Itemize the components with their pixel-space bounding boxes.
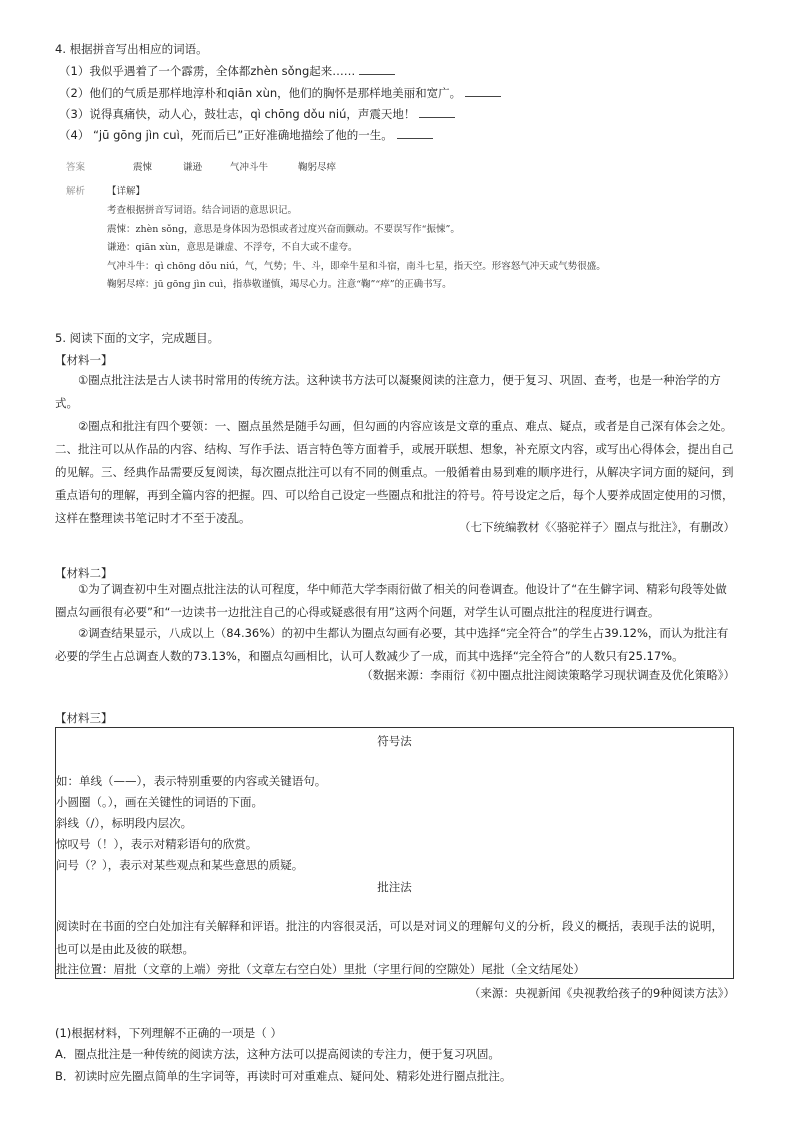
material-1-para-2: ②圈点和批注有四个要领：一、圈点虽然是随手勾画，但勾画的内容应该是文章的重点、难点、疑点，或者是自己深有体会之处。二、批注可以从作品的内容、结构、写作手法、语言特色等方面着手，或展开联想、想象，补充原文内容，或写出心得体会，提出自己的见解。三、经典作品需要反复阅读，每次圈点批注可以有不同的侧重点。一般循着由易到难的顺序进行，从解决字词方面的疑问，到重点语句的理解，再到全篇内容的把握。四、可以给自己设定一些圈点和批注的符号。符号设定之后，每个人要养成固定使用的习惯，这样在整理读书笔记时才不至于凌乱。 [55,419,734,525]
option-a: A．圈点批注是一种传统的阅读方法，这种方法可以提高阅读的专注力，便于复习巩固。 [55,1047,500,1061]
symbol-item: 斜线（/），标明段内层次。 [56,816,193,830]
q4-item-4: （4） “jū gōng jìn cuì，死而后已”正好准确地描绘了他的一生。 [59,127,433,143]
q4-item-1: （1）我似乎遇着了一个霹雳，全体都zhèn sǒng起来…… [59,63,395,79]
annotation-method-heading: 批注法 [377,880,412,894]
analysis-line: 谦逊：qiān xùn，意思是谦虚、不浮夸，不自大或不虚夸。 [107,242,358,253]
annotation-positions: 批注位置：眉批（文章的上端）旁批（文章左右空白处）里批（字里行间的空隙处）尾批（全文结尾处） [56,962,585,976]
answer-label: 答案 [66,162,86,173]
q4-title: 4. 根据拼音写出相应的词语。 [55,42,208,56]
material-3-source: （来源：央视新闻《央视教给孩子的9种阅读方法》） [468,986,735,1000]
analysis-line: 震悚：zhèn sǒng，意思是身体因为恐惧或者过度兴奋而颤动。不要误写作“振悚”。 [107,224,460,235]
symbol-item: 小圆圈（。），画在关键性的词语的下面。 [56,795,263,809]
analysis-line: 【详解】 [107,186,146,197]
annotation-description: 阅读时在书面的空白处加注有关解释和评语。批注的内容很灵活，可以是对词义的理解句义的分析，段义的概括，表现手法的说明，也可以是由此及彼的联想。 [56,919,723,956]
symbol-item: 问号（？），表示对某些观点和某些意思的质疑。 [56,858,304,872]
material-2-para-1: ①为了调查初中生对圈点批注法的认可程度，华中师范大学李雨衍做了相关的问卷调查。他设计了“在生僻字词、精彩句段等处做圈点勾画很有必要”和“一边读书一边批注自己的心得或疑惑很有用”这两个问题，对学生认可圈点批注的程度进行调查。 [55,582,727,619]
q4-item-2: （2）他们的气质是那样地淳朴和qiān xùn，他们的胸怀是那样地美丽和宽广。 [59,85,501,101]
answer-blank [397,128,433,139]
answer-blank [465,86,501,97]
symbol-method-heading: 符号法 [377,734,412,748]
material-3-table [55,727,734,979]
answer-2: 谦逊 [183,162,203,173]
analysis-label: 解析 [66,186,86,197]
q4-item-3: （3）说得真痛快，动人心，鼓壮志，qì chōng dǒu niú，声震天地！ [59,106,455,122]
answer-blank [419,107,455,118]
material-1-label: 【材料一】 [55,353,113,367]
analysis-line: 气冲斗牛：qì chōng dǒu niú，气，气势；牛、斗，即牵牛星和斗宿，南斗七星，指天空。形容怒气冲天或气势很盛。 [107,261,606,272]
material-1-para-1: ①圈点批注法是古人读书时常用的传统方法。这种读书方法可以凝聚阅读的注意力，便于复习、巩固、查考，也是一种治学的方式。 [55,373,721,410]
symbol-item: 惊叹号（！），表示对精彩语句的欣赏。 [56,837,258,851]
material-2-para-2: ②调查结果显示，八成以上（84.36%）的初中生都认为圈点勾画有必要，其中选择“完全符合”的学生占39.12%，而认为批注有必要的学生占总调查人数的73.13%，和圈点勾画相比，认可人数减少了一成，而其中选择“完全符合”的人数只有25.17%。 [55,626,729,663]
material-1-source: （七下统编教材《〈骆驼祥子〉圈点与批注》，有删改） [459,520,735,534]
answer-4: 鞠躬尽瘁 [298,162,337,173]
option-b: B．初读时应先圈点简单的生字词等，再读时可对重难点、疑问处、精彩处进行圈点批注。 [55,1069,512,1083]
sub-question-1: (1)根据材料，下列理解不正确的一项是（ ） [55,1026,282,1040]
material-3-label: 【材料三】 [55,711,113,725]
answer-blank [359,64,395,75]
answer-1: 震悚 [133,162,153,173]
material-2-label: 【材料二】 [55,566,113,580]
analysis-line: 考查根据拼音写词语。结合词语的意思识记。 [107,205,298,216]
symbol-item: 如：单线（——），表示特别重要的内容或关键语句。 [56,774,327,788]
answer-3: 气冲斗牛 [230,162,269,173]
q5-title: 5. 阅读下面的文字，完成题目。 [55,331,220,345]
analysis-line: 鞠躬尽瘁：jū gōng jìn cuì，指恭敬谨慎，竭尽心力。注意“鞠”“瘁”的正确书写。 [107,279,452,290]
material-2-source: （数据来源：李雨衍《初中圈点批注阅读策略学习现状调查及优化策略》） [361,668,735,682]
